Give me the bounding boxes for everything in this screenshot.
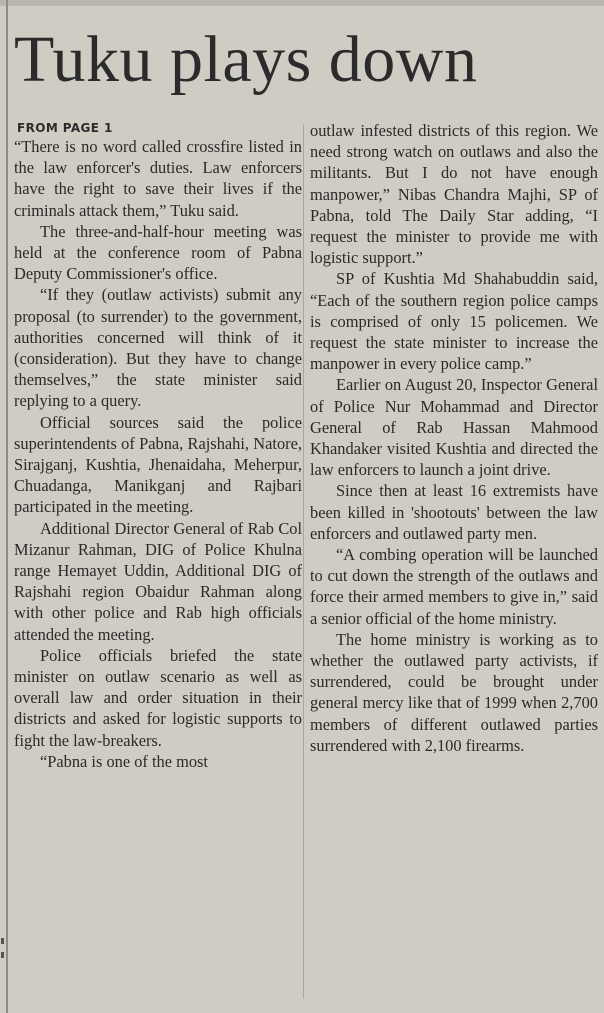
paragraph: SP of Kushtia Md Shahabuddin said, “Each of the southern region police camps is comprised of only 15 policemen. We request the state minister to increase the manpower in every police camp.” xyxy=(310,269,598,374)
paragraph: Since then at least 16 extremists have been killed in 'shootouts' between the law enforcers and outlawed party men. xyxy=(310,481,598,543)
paragraph: outlaw infested districts of this region. We need strong watch on outlaws and also the militants. But I do not have enough manpower,” Nibas Chandra Majhi, SP of Pabna, told The Daily Star adding, “I request the minister to provide me with logistic support.” xyxy=(310,121,598,268)
paragraph: “There is no word called crossfire listed in the law enforcer's duties. Law enforcers have the right to save their lives if the criminals attack them,” Tuku said. xyxy=(14,137,302,220)
headline: Tuku plays down xyxy=(14,23,478,96)
paragraph: Police officials briefed the state minister on outlaw scenario as well as overall law and order situation in their districts and asked for logistic supports to fight the law-breakers. xyxy=(14,645,302,750)
paragraph: Additional Director General of Rab Col Mizanur Rahman, DIG of Police Khulna range Hemayet Uddin, Additional DIG of Rajshahi region Obaidur Rahman along with other police and Rab high officials attended the meeting. xyxy=(14,518,302,644)
article-column-right xyxy=(310,120,598,756)
kicker-from-page: FROM PAGE 1 xyxy=(17,121,113,135)
page-top-edge xyxy=(0,0,604,6)
left-column-rule xyxy=(6,0,8,1013)
paragraph: Official sources said the police superintendents of Pabna, Rajshahi, Natore, Sirajganj, Kushtia, Jhenaidaha, Meherpur, Chuadanga, Manikganj and Rajbari participated in the meeting. xyxy=(14,412,302,517)
column-divider xyxy=(303,124,304,999)
paragraph: “If they (outlaw activists) submit any proposal (to surrender) to the government, authorities concerned will think of it (consideration). But they have to change themselves,” the state minister said replying to a query. xyxy=(14,285,302,411)
paragraph: The three-and-half-hour meeting was held at the conference room of Pabna Deputy Commissioner's office. xyxy=(14,221,302,284)
paragraph: The home ministry is working as to whether the outlawed party activists, if surrendered, could be brought under general mercy like that of 1999 when 2,700 members of different outlawed parties surrendered with 2,100 firearms. xyxy=(310,629,598,755)
paragraph: “Pabna is one of the most xyxy=(40,751,208,771)
margin-marks xyxy=(0,930,6,970)
paragraph: Earlier on August 20, Inspector General of Police Nur Mohammad and Director General of Rab Hassan Mahmood Khandaker visited Kushtia and directed the law enforcers to launch a joint drive. xyxy=(310,375,598,480)
article-column-left xyxy=(14,120,302,772)
paragraph: “A combing operation will be launched to cut down the strength of the outlaws and force their armed members to give in,” said a senior official of the home ministry. xyxy=(310,545,598,628)
